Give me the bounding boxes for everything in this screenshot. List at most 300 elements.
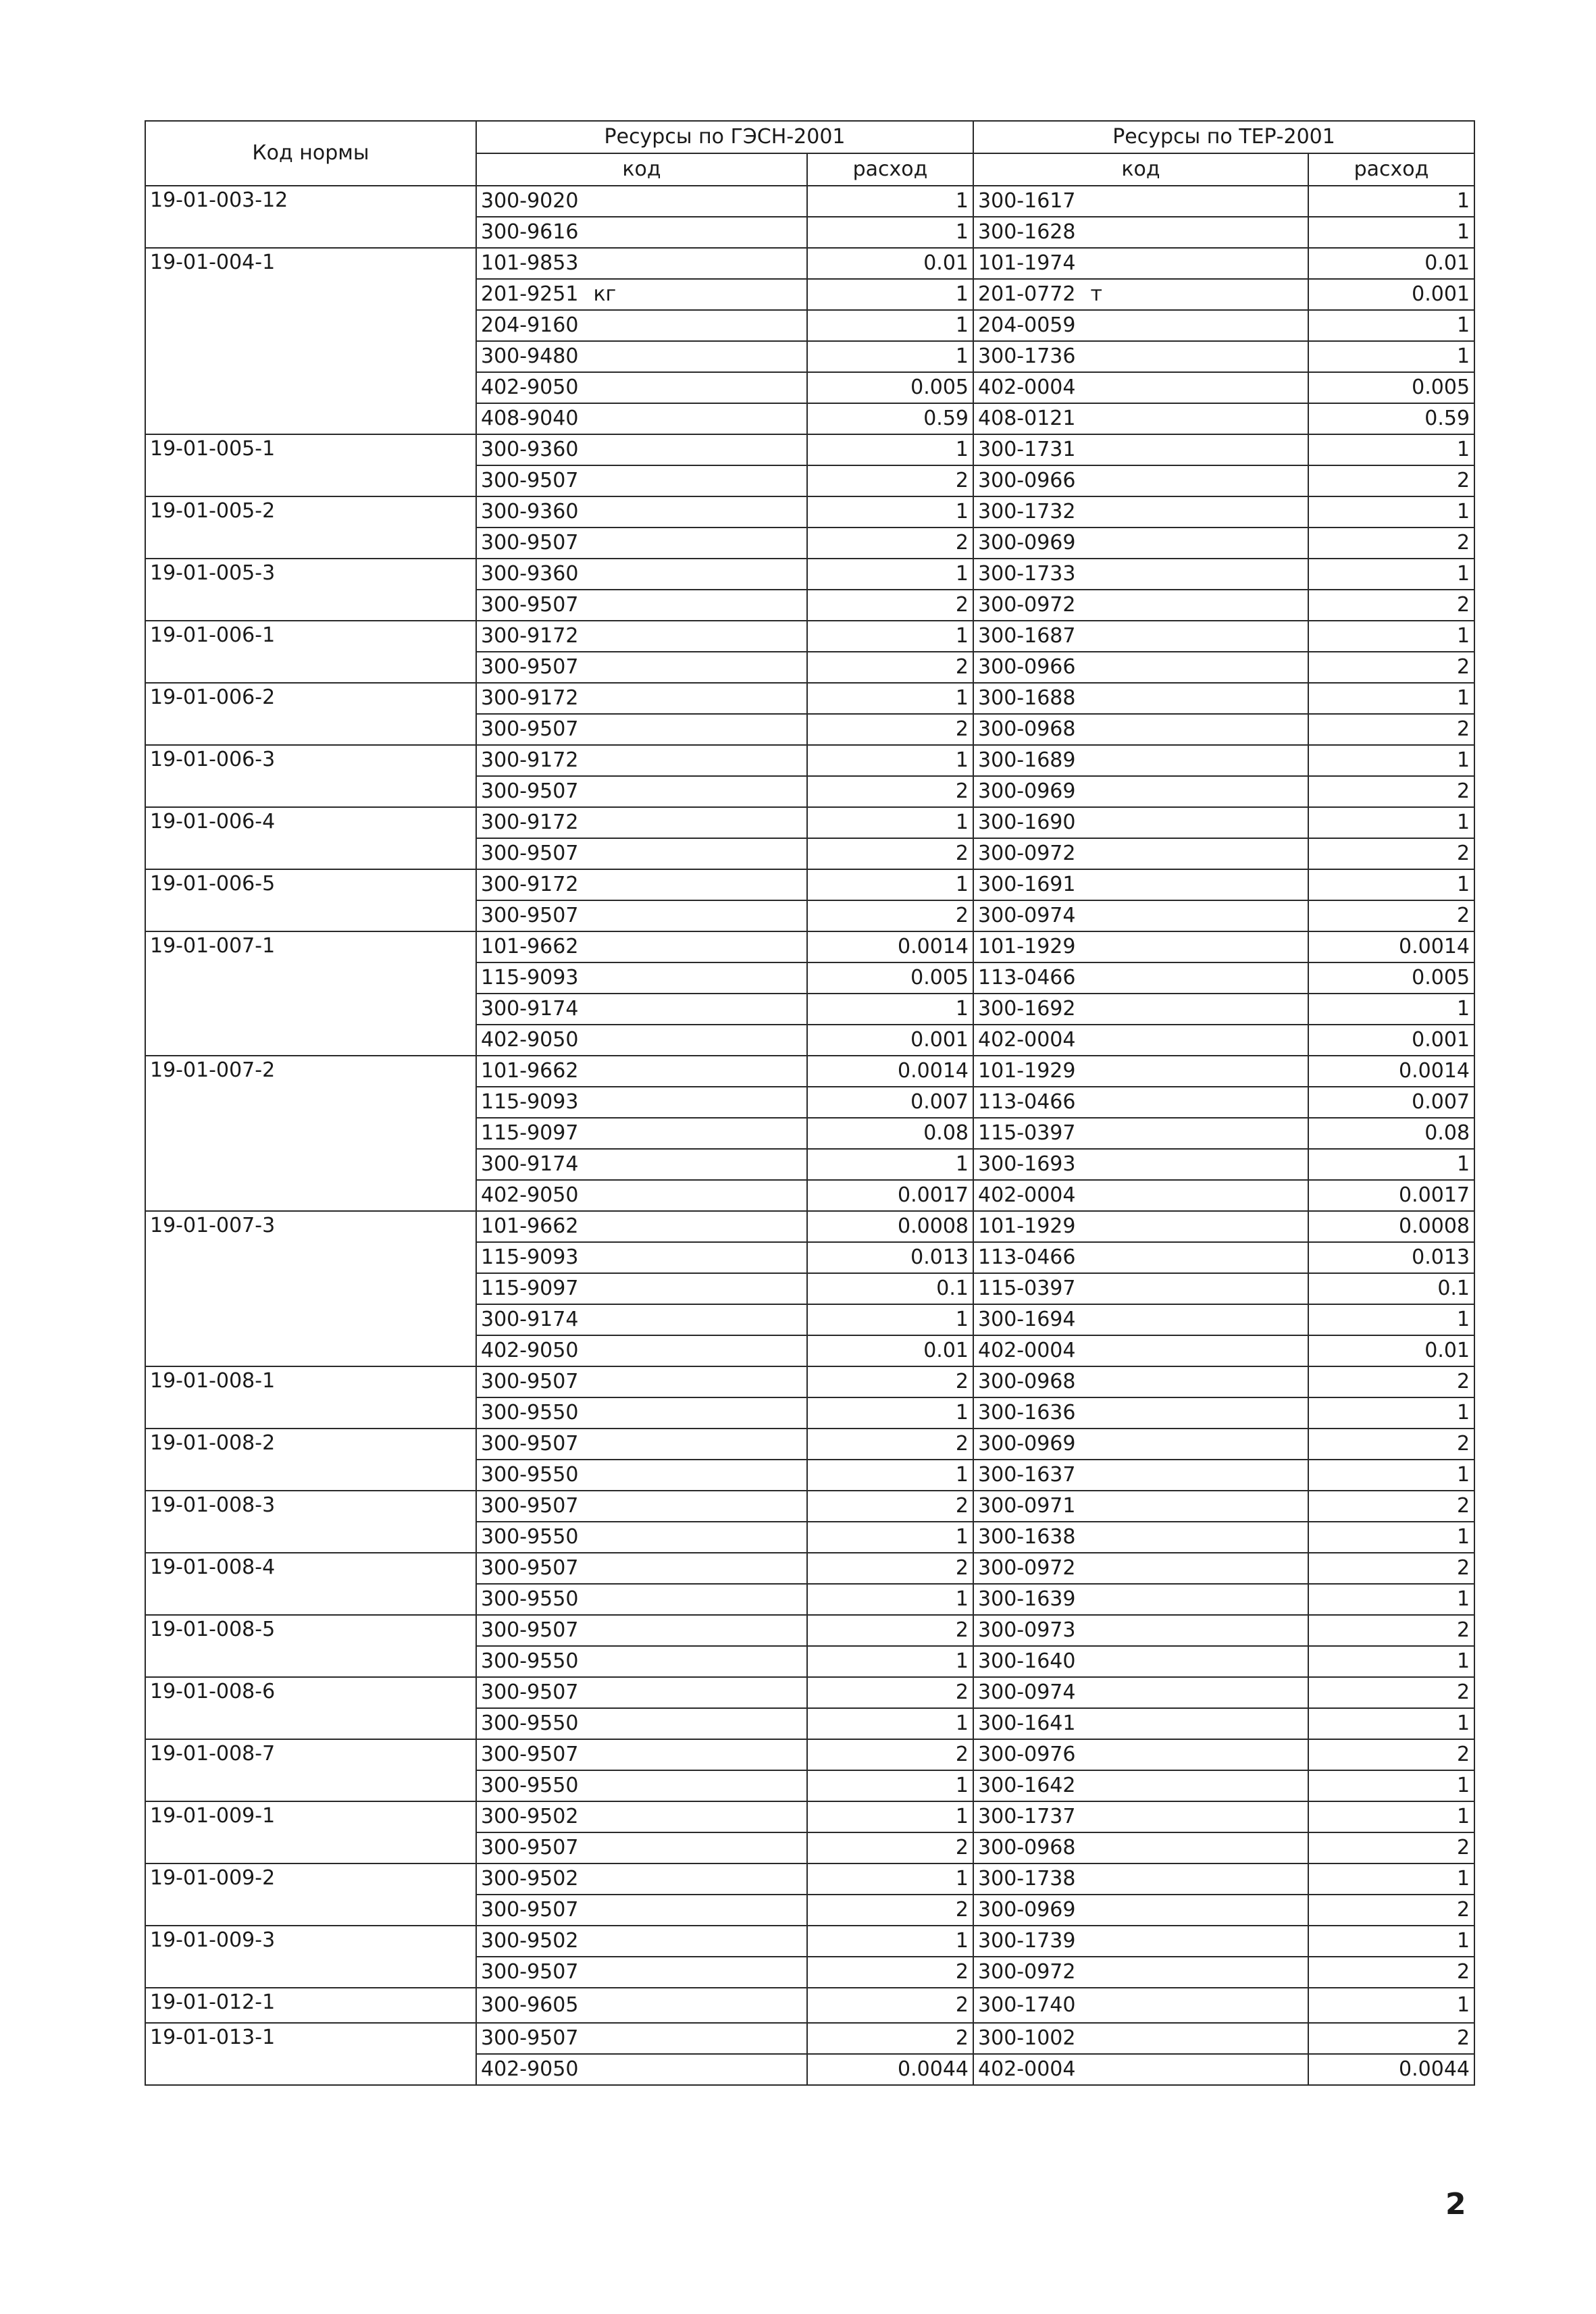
gesn-code-header: код xyxy=(476,153,807,186)
gesn-code-cell xyxy=(476,1460,807,1491)
table-row xyxy=(145,1739,1474,1770)
gesn-consumption-cell: 1 xyxy=(807,341,973,372)
gesn-consumption-cell: 1 xyxy=(807,434,973,465)
gesn-code-cell xyxy=(476,279,807,310)
norm-code-cell: 19-01-006-5 xyxy=(145,869,476,931)
gesn-code-cell-text: 300-9172 xyxy=(481,873,579,896)
gesn-code-cell-text: 115-9097 xyxy=(481,1277,579,1300)
ter-consumption-cell: 1 xyxy=(1308,1460,1474,1491)
table-row xyxy=(145,683,1474,714)
ter-code-cell-text: 300-1617 xyxy=(978,189,1076,213)
gesn-code-cell-text: 300-9605 xyxy=(481,1993,579,2017)
ter-code-cell xyxy=(973,279,1308,310)
ter-code-cell xyxy=(973,1460,1308,1491)
ter-code-cell-text: 300-0972 xyxy=(978,593,1076,617)
gesn-consumption-cell: 2 xyxy=(807,838,973,869)
ter-code-cell-text: 300-0969 xyxy=(978,531,1076,555)
ter-code-cell xyxy=(973,1273,1308,1304)
ter-consumption-cell: 2 xyxy=(1308,1553,1474,1584)
gesn-consumption-cell: 0.08 xyxy=(807,1118,973,1149)
gesn-consumption-cell: 1 xyxy=(807,1397,973,1429)
norm-code-cell: 19-01-006-2 xyxy=(145,683,476,745)
ter-consumption-cell: 1 xyxy=(1308,869,1474,900)
ter-code-cell xyxy=(973,621,1308,652)
gesn-code-cell xyxy=(476,1397,807,1429)
gesn-code-cell xyxy=(476,217,807,248)
gesn-consumption-cell: 1 xyxy=(807,1646,973,1677)
ter-code-cell-text: 300-1733 xyxy=(978,562,1076,586)
gesn-code-cell-text: 115-9097 xyxy=(481,1121,579,1145)
gesn-code-cell-text: 300-9507 xyxy=(481,469,579,492)
gesn-code-cell-text: 300-9507 xyxy=(481,531,579,555)
gesn-code-cell-text: 300-9172 xyxy=(481,624,579,648)
ter-code-cell xyxy=(973,931,1308,962)
ter-code-cell xyxy=(973,372,1308,403)
gesn-code-cell xyxy=(476,528,807,559)
ter-code-cell-text: 113-0466 xyxy=(978,966,1076,989)
gesn-code-cell xyxy=(476,683,807,714)
ter-code-cell-text: 300-1694 xyxy=(978,1308,1076,1331)
ter-code-cell-text: 300-1737 xyxy=(978,1805,1076,1828)
gesn-unit: кг xyxy=(593,282,617,306)
ter-consumption-cell: 1 xyxy=(1308,1863,1474,1895)
norm-code-cell: 19-01-008-6 xyxy=(145,1677,476,1739)
gesn-consumption-cell: 0.0044 xyxy=(807,2054,973,2085)
table-body xyxy=(145,186,1474,2085)
table-row xyxy=(145,248,1474,279)
gesn-consumption-cell: 0.005 xyxy=(807,962,973,994)
gesn-code-cell xyxy=(476,1553,807,1584)
ter-consumption-cell: 1 xyxy=(1308,217,1474,248)
ter-consumption-cell: 1 xyxy=(1308,1149,1474,1180)
gesn-consumption-cell: 1 xyxy=(807,1460,973,1491)
ter-code-cell-text: 300-1738 xyxy=(978,1867,1076,1891)
table-row xyxy=(145,807,1474,838)
ter-consumption-cell: 2 xyxy=(1308,1429,1474,1460)
gesn-consumption-cell: 1 xyxy=(807,807,973,838)
gesn-code-cell xyxy=(476,900,807,931)
gesn-consumption-cell: 2 xyxy=(807,1957,973,1988)
ter-consumption-cell: 0.1 xyxy=(1308,1273,1474,1304)
norm-code-cell: 19-01-012-1 xyxy=(145,1988,476,2023)
table-row xyxy=(145,1863,1474,1895)
gesn-code-cell-text: 300-9507 xyxy=(481,655,579,679)
gesn-consumption-cell: 2 xyxy=(807,2023,973,2054)
ter-code-cell xyxy=(973,1895,1308,1926)
ter-code-cell xyxy=(973,900,1308,931)
gesn-code-cell xyxy=(476,1646,807,1677)
gesn-consumption-cell: 1 xyxy=(807,1801,973,1832)
ter-code-cell-text: 300-0971 xyxy=(978,1494,1076,1518)
gesn-code-cell xyxy=(476,1926,807,1957)
gesn-consumption-cell: 0.01 xyxy=(807,1335,973,1366)
ter-code-cell xyxy=(973,1708,1308,1739)
gesn-code-cell-text: 300-9550 xyxy=(481,1774,579,1797)
ter-consumption-cell: 0.59 xyxy=(1308,403,1474,434)
page-number: 2 xyxy=(1445,2187,1466,2221)
gesn-consumption-cell: 0.0017 xyxy=(807,1180,973,1211)
ter-consumption-cell: 1 xyxy=(1308,434,1474,465)
gesn-code-cell xyxy=(476,1770,807,1801)
gesn-consumption-cell: 0.0008 xyxy=(807,1211,973,1242)
norm-code-cell: 19-01-005-3 xyxy=(145,559,476,621)
ter-consumption-cell: 1 xyxy=(1308,1770,1474,1801)
gesn-consumption-cell: 0.59 xyxy=(807,403,973,434)
ter-code-cell-text: 300-1640 xyxy=(978,1649,1076,1673)
gesn-code-cell xyxy=(476,1335,807,1366)
gesn-code-cell xyxy=(476,1988,807,2023)
gesn-code-cell-text: 300-9507 xyxy=(481,1743,579,1766)
ter-code-cell xyxy=(973,1988,1308,2023)
ter-consumption-cell: 2 xyxy=(1308,1895,1474,1926)
gesn-code-cell xyxy=(476,652,807,683)
ter-code-cell-text: 115-0397 xyxy=(978,1121,1076,1145)
gesn-code-cell xyxy=(476,1491,807,1522)
ter-consumption-cell: 1 xyxy=(1308,994,1474,1025)
gesn-consumption-cell: 2 xyxy=(807,652,973,683)
gesn-consumption-cell: 2 xyxy=(807,1895,973,1926)
gesn-code-cell-text: 300-9616 xyxy=(481,220,579,244)
gesn-code-cell-text: 402-9050 xyxy=(481,1339,579,1362)
gesn-consumption-cell: 1 xyxy=(807,1584,973,1615)
gesn-code-cell-text: 300-9172 xyxy=(481,686,579,710)
ter-consumption-cell: 1 xyxy=(1308,1584,1474,1615)
ter-code-cell xyxy=(973,1770,1308,1801)
gesn-code-cell-text: 300-9507 xyxy=(481,1370,579,1393)
ter-code-cell-text: 204-0059 xyxy=(978,313,1076,337)
ter-code-cell xyxy=(973,1211,1308,1242)
gesn-consumption-cell: 2 xyxy=(807,528,973,559)
gesn-code-cell xyxy=(476,248,807,279)
gesn-code-cell-text: 300-9480 xyxy=(481,344,579,368)
gesn-consumption-cell: 0.1 xyxy=(807,1273,973,1304)
table-row xyxy=(145,186,1474,217)
ter-code-cell xyxy=(973,1957,1308,1988)
gesn-code-cell xyxy=(476,1429,807,1460)
ter-code-cell xyxy=(973,652,1308,683)
gesn-code-cell xyxy=(476,962,807,994)
table-row xyxy=(145,1801,1474,1832)
gesn-code-cell-text: 408-9040 xyxy=(481,407,579,430)
gesn-code-cell xyxy=(476,621,807,652)
ter-code-cell-text: 300-1736 xyxy=(978,344,1076,368)
ter-code-cell-text: 300-0976 xyxy=(978,1743,1076,1766)
ter-code-cell-text: 300-0966 xyxy=(978,469,1076,492)
ter-code-cell xyxy=(973,1304,1308,1335)
ter-consumption-cell: 1 xyxy=(1308,1522,1474,1553)
ter-resources-header: Ресурсы по ТЕР-2001 xyxy=(973,121,1474,153)
ter-code-cell xyxy=(973,1553,1308,1584)
gesn-code-cell-text: 115-9093 xyxy=(481,966,579,989)
table-row xyxy=(145,931,1474,962)
ter-consumption-cell: 2 xyxy=(1308,1832,1474,1863)
ter-consumption-cell: 1 xyxy=(1308,186,1474,217)
gesn-code-cell xyxy=(476,2023,807,2054)
ter-consumption-cell: 0.01 xyxy=(1308,248,1474,279)
ter-code-cell xyxy=(973,1832,1308,1863)
gesn-consumption-cell: 0.013 xyxy=(807,1242,973,1273)
ter-consumption-cell: 1 xyxy=(1308,496,1474,528)
ter-consumption-cell: 0.005 xyxy=(1308,372,1474,403)
gesn-code-cell-text: 115-9093 xyxy=(481,1090,579,1114)
gesn-code-cell-text: 300-9507 xyxy=(481,1836,579,1859)
ter-code-cell xyxy=(973,1397,1308,1429)
norm-code-cell: 19-01-005-1 xyxy=(145,434,476,496)
gesn-code-cell-text: 300-9507 xyxy=(481,1898,579,1922)
norm-code-cell: 19-01-009-1 xyxy=(145,1801,476,1863)
ter-code-cell-text: 300-1731 xyxy=(978,438,1076,461)
ter-consumption-cell: 1 xyxy=(1308,621,1474,652)
norm-code-cell: 19-01-008-1 xyxy=(145,1366,476,1429)
gesn-code-cell-text: 300-9507 xyxy=(481,1618,579,1642)
norm-code-cell: 19-01-006-1 xyxy=(145,621,476,683)
gesn-code-cell xyxy=(476,310,807,341)
ter-consumption-cell: 1 xyxy=(1308,1646,1474,1677)
ter-code-cell-text: 300-1691 xyxy=(978,873,1076,896)
gesn-code-cell xyxy=(476,714,807,745)
gesn-consumption-cell: 1 xyxy=(807,1522,973,1553)
ter-consumption-cell: 1 xyxy=(1308,559,1474,590)
table-row xyxy=(145,621,1474,652)
norm-code-cell: 19-01-009-3 xyxy=(145,1926,476,1988)
ter-consumption-cell: 0.0014 xyxy=(1308,1056,1474,1087)
ter-code-cell xyxy=(973,434,1308,465)
ter-consumption-cell: 2 xyxy=(1308,2023,1474,2054)
ter-consumption-cell: 0.08 xyxy=(1308,1118,1474,1149)
table-row xyxy=(145,434,1474,465)
ter-code-cell xyxy=(973,341,1308,372)
gesn-code-cell xyxy=(476,434,807,465)
resources-table xyxy=(145,120,1475,2086)
ter-code-cell xyxy=(973,1242,1308,1273)
gesn-code-cell-text: 402-9050 xyxy=(481,1183,579,1207)
gesn-consumption-cell: 2 xyxy=(807,1429,973,1460)
ter-consumption-cell: 2 xyxy=(1308,1957,1474,1988)
ter-consumption-cell: 1 xyxy=(1308,807,1474,838)
gesn-consumption-cell: 1 xyxy=(807,279,973,310)
gesn-code-cell xyxy=(476,1242,807,1273)
ter-code-cell xyxy=(973,465,1308,496)
gesn-code-cell xyxy=(476,496,807,528)
ter-code-cell xyxy=(973,962,1308,994)
gesn-consumption-cell: 2 xyxy=(807,1366,973,1397)
ter-code-cell xyxy=(973,1646,1308,1677)
gesn-code-cell-text: 300-9507 xyxy=(481,1494,579,1518)
ter-consumption-cell: 2 xyxy=(1308,776,1474,807)
ter-code-cell-text: 300-0972 xyxy=(978,1556,1076,1580)
gesn-code-cell xyxy=(476,1801,807,1832)
ter-consumption-cell: 0.0014 xyxy=(1308,931,1474,962)
ter-code-cell-text: 300-0966 xyxy=(978,655,1076,679)
ter-code-cell-text: 101-1929 xyxy=(978,1214,1076,1238)
ter-code-cell-text: 300-0973 xyxy=(978,1618,1076,1642)
ter-code-cell-text: 201-0772 xyxy=(978,282,1076,306)
ter-consumption-cell: 2 xyxy=(1308,900,1474,931)
ter-consumption-cell: 1 xyxy=(1308,1988,1474,2023)
ter-consumption-cell: 2 xyxy=(1308,838,1474,869)
ter-code-cell xyxy=(973,1801,1308,1832)
table-row xyxy=(145,1988,1474,2023)
ter-code-cell xyxy=(973,2054,1308,2085)
gesn-code-cell-text: 300-9507 xyxy=(481,904,579,927)
gesn-code-cell xyxy=(476,1584,807,1615)
gesn-code-cell xyxy=(476,341,807,372)
norm-code-cell: 19-01-005-2 xyxy=(145,496,476,559)
ter-consumption-cell: 1 xyxy=(1308,1801,1474,1832)
gesn-code-cell xyxy=(476,1118,807,1149)
ter-code-cell xyxy=(973,869,1308,900)
ter-code-cell xyxy=(973,1429,1308,1460)
ter-code-cell-text: 300-0974 xyxy=(978,904,1076,927)
gesn-code-cell xyxy=(476,186,807,217)
gesn-code-cell-text: 300-9360 xyxy=(481,562,579,586)
gesn-consumption-cell: 2 xyxy=(807,465,973,496)
ter-consumption-cell: 0.007 xyxy=(1308,1087,1474,1118)
gesn-consumption-cell: 1 xyxy=(807,1770,973,1801)
ter-consumption-cell: 2 xyxy=(1308,1677,1474,1708)
gesn-consumption-cell: 1 xyxy=(807,745,973,776)
gesn-consumption-cell: 0.0014 xyxy=(807,1056,973,1087)
ter-consumption-cell: 0.0044 xyxy=(1308,2054,1474,2085)
gesn-code-cell-text: 101-9853 xyxy=(481,251,579,275)
ter-consumption-cell: 0.01 xyxy=(1308,1335,1474,1366)
ter-consumption-cell: 2 xyxy=(1308,652,1474,683)
ter-consumption-cell: 2 xyxy=(1308,714,1474,745)
norm-code-cell: 19-01-008-5 xyxy=(145,1615,476,1677)
gesn-consumption-cell: 2 xyxy=(807,900,973,931)
gesn-code-cell-text: 300-9360 xyxy=(481,438,579,461)
gesn-code-cell-text: 115-9093 xyxy=(481,1245,579,1269)
gesn-code-cell xyxy=(476,1211,807,1242)
norm-code-cell: 19-01-007-3 xyxy=(145,1211,476,1366)
gesn-consumption-cell: 1 xyxy=(807,1708,973,1739)
ter-code-cell xyxy=(973,714,1308,745)
gesn-code-cell-text: 300-9550 xyxy=(481,1401,579,1424)
ter-code-cell xyxy=(973,1335,1308,1366)
gesn-code-cell-text: 300-9507 xyxy=(481,1556,579,1580)
gesn-consumption-cell: 1 xyxy=(807,994,973,1025)
gesn-consumption-cell: 1 xyxy=(807,1304,973,1335)
ter-code-cell-text: 300-1689 xyxy=(978,748,1076,772)
ter-code-cell-text: 300-1693 xyxy=(978,1152,1076,1176)
gesn-code-cell xyxy=(476,1056,807,1087)
gesn-code-cell xyxy=(476,1304,807,1335)
gesn-consumption-cell: 2 xyxy=(807,776,973,807)
gesn-consumption-cell: 1 xyxy=(807,1149,973,1180)
norm-code-cell: 19-01-008-2 xyxy=(145,1429,476,1491)
ter-code-cell-text: 402-0004 xyxy=(978,376,1076,399)
gesn-code-cell xyxy=(476,838,807,869)
gesn-code-cell xyxy=(476,1895,807,1926)
ter-code-cell-text: 300-0968 xyxy=(978,1836,1076,1859)
gesn-consumption-cell: 0.0014 xyxy=(807,931,973,962)
ter-consumption-cell: 2 xyxy=(1308,1739,1474,1770)
gesn-code-cell xyxy=(476,559,807,590)
ter-code-cell xyxy=(973,1739,1308,1770)
gesn-code-cell-text: 402-9050 xyxy=(481,1028,579,1052)
gesn-consumption-cell: 1 xyxy=(807,310,973,341)
norm-code-cell: 19-01-007-1 xyxy=(145,931,476,1056)
ter-code-cell xyxy=(973,1056,1308,1087)
ter-code-cell xyxy=(973,403,1308,434)
gesn-code-cell xyxy=(476,745,807,776)
gesn-code-cell xyxy=(476,1708,807,1739)
gesn-code-cell-text: 300-9507 xyxy=(481,1680,579,1704)
gesn-code-cell-text: 101-9662 xyxy=(481,1059,579,1083)
norm-code-cell: 19-01-003-12 xyxy=(145,186,476,248)
ter-code-cell-text: 300-0968 xyxy=(978,1370,1076,1393)
ter-code-cell-text: 300-1637 xyxy=(978,1463,1076,1487)
gesn-resources-header: Ресурсы по ГЭСН-2001 xyxy=(476,121,973,153)
table-row xyxy=(145,1677,1474,1708)
table-row xyxy=(145,745,1474,776)
gesn-consumption-cell: 1 xyxy=(807,621,973,652)
ter-code-cell xyxy=(973,310,1308,341)
gesn-code-cell-text: 300-9550 xyxy=(481,1587,579,1611)
gesn-code-cell-text: 300-9172 xyxy=(481,811,579,834)
ter-code-cell xyxy=(973,1118,1308,1149)
ter-code-cell-text: 300-1638 xyxy=(978,1525,1076,1549)
gesn-code-cell-text: 101-9662 xyxy=(481,1214,579,1238)
ter-code-cell xyxy=(973,1677,1308,1708)
ter-code-cell-text: 300-0972 xyxy=(978,1960,1076,1984)
ter-consumption-cell: 0.005 xyxy=(1308,962,1474,994)
gesn-consumption-cell: 1 xyxy=(807,559,973,590)
ter-code-cell xyxy=(973,1491,1308,1522)
ter-code-cell-text: 300-1739 xyxy=(978,1929,1076,1953)
ter-code-cell xyxy=(973,496,1308,528)
gesn-code-cell xyxy=(476,1957,807,1988)
ter-code-cell-text: 115-0397 xyxy=(978,1277,1076,1300)
ter-code-cell-text: 300-1690 xyxy=(978,811,1076,834)
gesn-code-cell-text: 300-9502 xyxy=(481,1805,579,1828)
ter-consumption-cell: 2 xyxy=(1308,1491,1474,1522)
ter-code-cell-text: 402-0004 xyxy=(978,1183,1076,1207)
ter-consumption-cell: 2 xyxy=(1308,528,1474,559)
gesn-consumption-cell: 0.005 xyxy=(807,372,973,403)
ter-code-cell-text: 300-1740 xyxy=(978,1993,1076,2017)
ter-code-cell-text: 300-0969 xyxy=(978,1432,1076,1456)
gesn-code-cell xyxy=(476,776,807,807)
gesn-code-cell-text: 300-9550 xyxy=(481,1649,579,1673)
ter-code-cell-text: 402-0004 xyxy=(978,1028,1076,1052)
norm-code-cell: 19-01-007-2 xyxy=(145,1056,476,1211)
ter-code-cell xyxy=(973,248,1308,279)
gesn-code-cell-text: 300-9360 xyxy=(481,500,579,523)
ter-code-cell xyxy=(973,776,1308,807)
ter-code-cell-text: 101-1929 xyxy=(978,935,1076,958)
gesn-consumption-cell: 1 xyxy=(807,217,973,248)
norm-code-cell: 19-01-004-1 xyxy=(145,248,476,434)
ter-code-cell-text: 300-0968 xyxy=(978,717,1076,741)
norm-code-cell: 19-01-006-4 xyxy=(145,807,476,869)
gesn-code-cell xyxy=(476,869,807,900)
ter-code-cell xyxy=(973,683,1308,714)
gesn-code-cell xyxy=(476,465,807,496)
ter-code-cell xyxy=(973,590,1308,621)
gesn-consumption-cell: 2 xyxy=(807,1615,973,1646)
ter-code-cell xyxy=(973,1926,1308,1957)
ter-code-cell-text: 402-0004 xyxy=(978,2057,1076,2081)
gesn-code-cell-text: 300-9507 xyxy=(481,1960,579,1984)
gesn-consumption-header: расход xyxy=(807,153,973,186)
table-row xyxy=(145,1491,1474,1522)
ter-code-cell-text: 300-0972 xyxy=(978,842,1076,865)
ter-consumption-cell: 0.001 xyxy=(1308,279,1474,310)
gesn-code-cell xyxy=(476,994,807,1025)
gesn-code-cell-text: 300-9550 xyxy=(481,1525,579,1549)
ter-consumption-cell: 2 xyxy=(1308,1366,1474,1397)
